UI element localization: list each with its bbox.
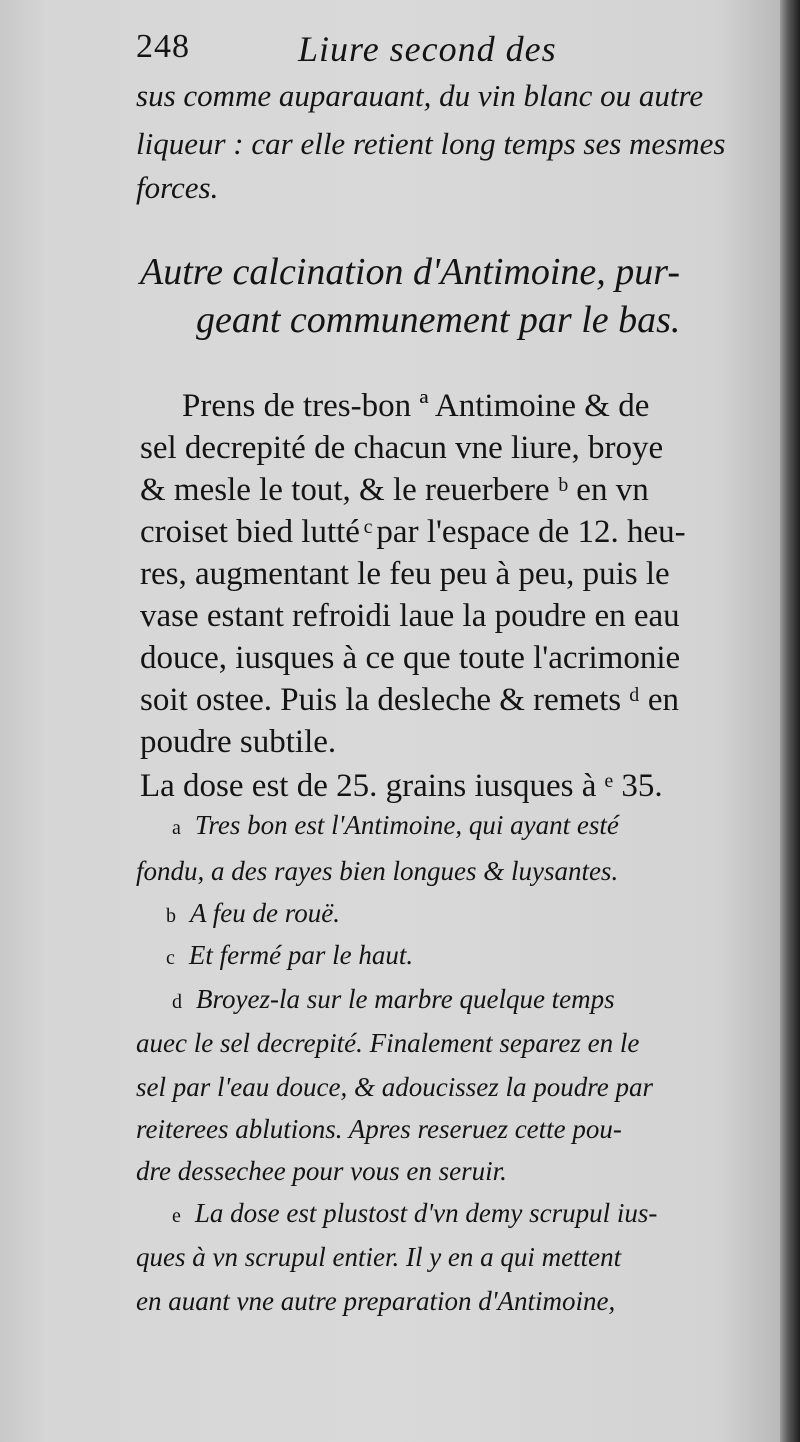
carryover-line: forces. xyxy=(136,170,219,205)
footnote-text: Broyez-la sur le marbre quelque temps xyxy=(196,984,615,1014)
footnote-line xyxy=(172,984,615,1015)
footnote-line xyxy=(166,940,413,971)
body-line: La dose est de 25. grains iusques à ᵉ 35. xyxy=(140,768,663,804)
carryover-line: sus comme auparauant, du vin blanc ou autre xyxy=(136,78,704,113)
footnote-mark: e xyxy=(172,1205,181,1227)
body-line: croiset bied lutté ͨ par l'espace de 12. heu- xyxy=(140,514,686,550)
body-line: douce, iusques à ce que toute l'acrimonie xyxy=(140,640,681,676)
body-line: res, augmentant le feu peu à peu, puis le xyxy=(140,556,670,592)
body-line: vase estant refroidi laue la poudre en eau xyxy=(140,598,680,634)
footnote-line: en auant vne autre preparation d'Antimoine, xyxy=(136,1286,616,1316)
page-header xyxy=(136,18,656,78)
page-number: 248 xyxy=(136,28,190,65)
footnote-text: La dose est plustost d'vn demy scrupul ius- xyxy=(194,1198,658,1228)
body-line: poudre subtile. xyxy=(140,724,337,760)
footnote-mark: a xyxy=(172,817,181,839)
body-line: soit ostee. Puis la desleche & remets ᵈ en xyxy=(140,682,680,718)
running-title: Liure second des xyxy=(298,29,557,69)
body-line: sel decrepité de chacun vne liure, broye xyxy=(140,430,664,466)
section-title-line: Autre calcination d'Antimoine, pur- xyxy=(140,251,680,293)
carryover-line: liqueur : car elle retient long temps ses mesmes xyxy=(136,126,726,161)
footnote-line xyxy=(172,810,619,841)
footnote-text: A feu de rouë. xyxy=(190,898,340,928)
page-edge-shadow xyxy=(780,0,800,1442)
footnote-mark: b xyxy=(166,905,176,927)
footnote-line: reiterees ablutions. Apres reseruez cette pou- xyxy=(136,1114,622,1144)
footnote-line xyxy=(166,898,340,929)
footnote-text: Et fermé par le haut. xyxy=(188,940,414,970)
footnote-line: auec le sel decrepité. Finalement separez en le xyxy=(136,1028,640,1058)
footnote-line: ques à vn scrupul entier. Il y en a qui mettent xyxy=(136,1242,622,1272)
footnote-mark: d xyxy=(172,991,182,1013)
footnote-mark: c xyxy=(166,947,175,969)
footnote-line: dre dessechee pour vous en seruir. xyxy=(136,1156,507,1186)
section-title-line: geant communement par le bas. xyxy=(196,299,681,341)
body-line: & mesle le tout, & le reuerbere ᵇ en vn xyxy=(140,472,649,508)
footnote-text: Tres bon est l'Antimoine, qui ayant esté xyxy=(194,810,619,840)
footnote-line xyxy=(172,1198,657,1229)
body-line: Prens de tres-bon ª Antimoine & de xyxy=(182,388,650,424)
footnote-line: fondu, a des rayes bien longues & luysantes. xyxy=(136,856,619,886)
footnote-line: sel par l'eau douce, & adoucissez la poudre par xyxy=(136,1072,653,1102)
